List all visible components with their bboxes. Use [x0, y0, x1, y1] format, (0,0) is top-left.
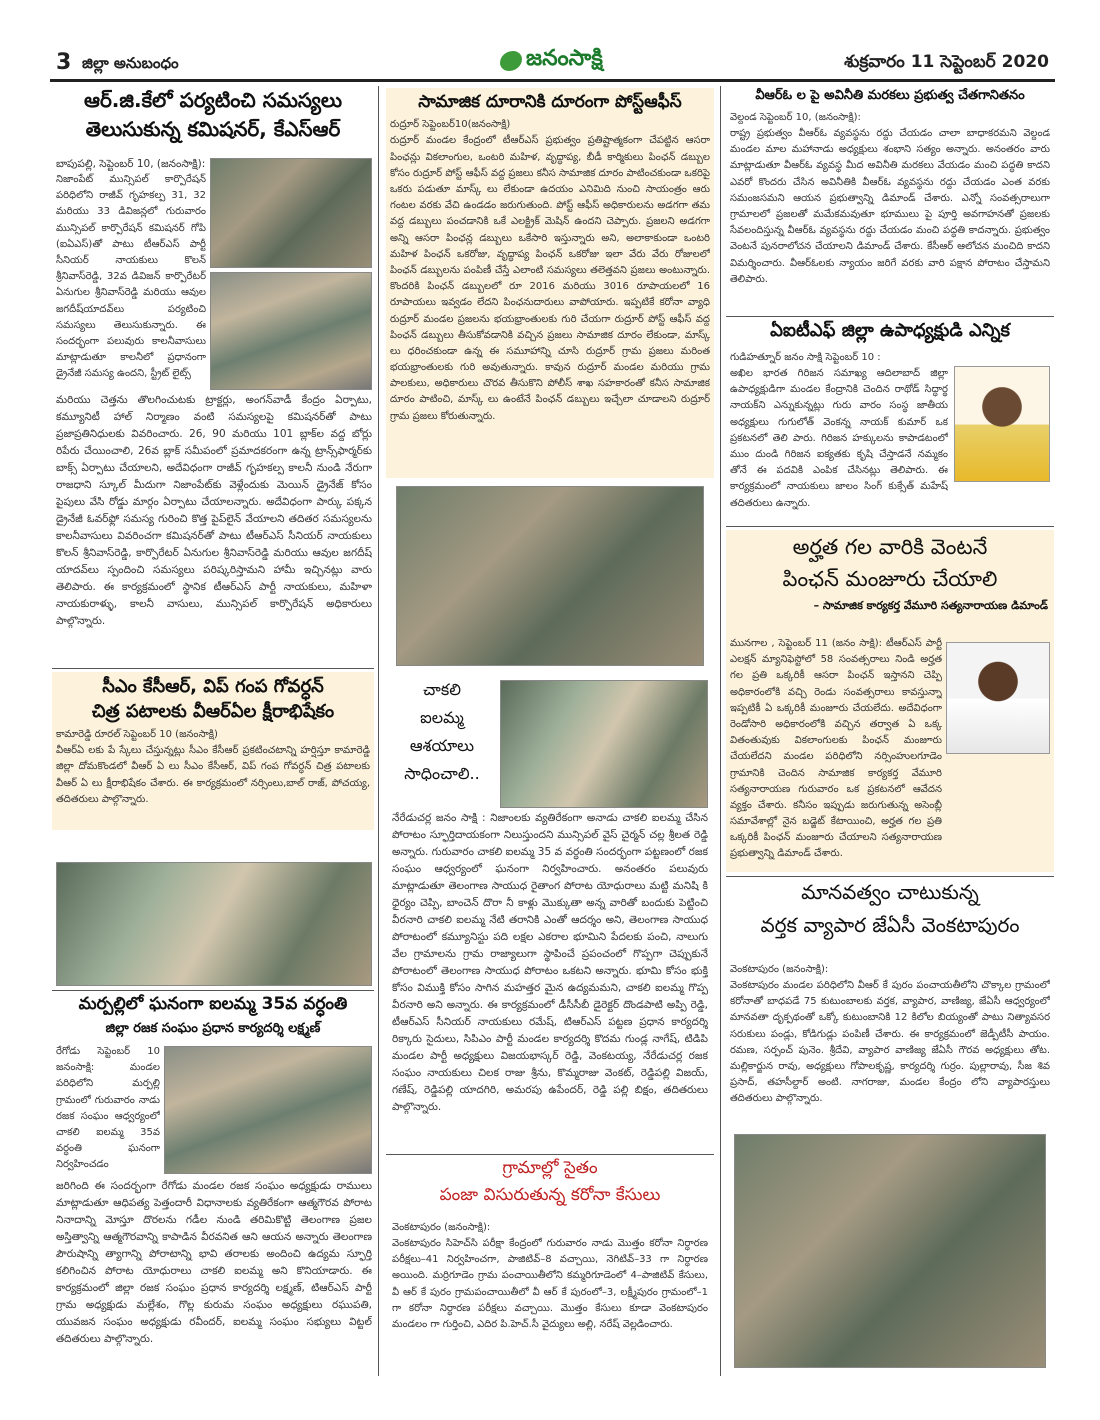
article-vra-abhishekam — [52, 672, 374, 830]
headline-line: ఐలమ్మ — [420, 708, 464, 727]
article-dateline: బాపుపల్లి, సెప్టెంబర్ 10, (జనంసాక్షి): — [56, 158, 206, 170]
issue-date: శుక్రవారం 11 సెప్టెంబర్ 2020 — [844, 52, 1049, 72]
photo-portrait-satyanarayana — [946, 642, 1050, 754]
article-dateline: గుడిహత్నూర్ జనం సాక్షి సెప్టెంబర్ 10 : — [730, 352, 881, 363]
article-dateline: వెల్దండ సెప్టెంబర్ 10, (జనంసాక్షి): — [730, 112, 861, 123]
photo-post-office-queue — [396, 486, 704, 666]
headline-line-1: ఆర్.జి.కేలో పర్యటించి సమస్యలు — [83, 88, 342, 112]
headline-line-2: పంజా విసురుతున్న కరోనా కేసులు — [439, 1185, 661, 1206]
headline-line: చాకలి — [423, 680, 461, 699]
headline-line: ఆశయాలు — [409, 736, 475, 755]
article-body-wide: మరియు చెత్తను తొలగించుటకు ట్రాక్టర్లు, అంగన్‌వాడీ కేంద్రం ఏర్పాటు, కమ్యూనిటీ హాల్ నిర్మాణం వంటి సమస్యలపై కమిషనర్‌తో పాటు ప్రజాప్రతినిధులకు వివరించారు. 26, 90 మరియు 101 బ్లాక్‌ల వద్ద బోర్లు రిపేరు చేయించాలి, 26వ బ్లాక్ సమీపంలో ప్రమాదకరంగా ఉన్న ట్రాన్స్‌ఫార్మర్‌కు బాక్స్ ఏర్పాటు చేయాలని, అదేవిధంగా రాజీవ్ గృహకల్ప కాలనీ నుండి నేరుగా రాజధాని స్కూల్ మీదుగా నిజాంపేట్‌కు వెళ్లేందుకు మెయిన్ డ్రైనేజ్ కోసం పైపులు వేసి రోడ్డు మార్గం ఏర్పాటు చేయాలన్నారు. అదేవిధంగా పార్కు పక్కన డ్రైనేజీ ఓవర్‌ఫ్లో సమస్య గురించి కొత్త పైప్‌లైన్ వేయాలని తదితర సమస్యలను కాలనీవాసులు వివరించగా కమిషనర్‌తో పాటు టీఆర్ఎస్ సీనియర్ నాయకులు కొలన్ శ్రీనివాస్‌రెడ్డి, కార్పొరేటర్ ఏనుగుల శ్రీనివాస్‌రెడ్డి మరియు ఆవుల జగదీష్ యాదవ్‌లు స్పందించి సమస్యలు పరిష్కరిస్తామని హామీ ఇచ్చినట్లు వారు తెలిపారు. ఈ కార్యక్రమంలో స్థానిక టీఆర్ఎస్ పార్టీ నాయకులు, మహిళా నాయకురాళ్ళు, కాలనీ వాసులు, మున్సిపల్ కార్పొరేషన్ అధికారులు పాల్గొన్నారు. — [56, 394, 372, 627]
section-name: జిల్లా అనుబంధం — [82, 54, 179, 72]
photo-portrait-siddharth — [954, 366, 1050, 482]
headline-line-1: మర్పల్లిలో ఘనంగా ఐలమ్మ 35వ వర్ధంతి — [78, 994, 348, 1014]
headline-line-2: వర్తక వ్యాపార జేఏసీ వెంకటాపురం — [760, 913, 1020, 937]
article-body-narrow: నిజాంపేట్ మున్సిపల్ కార్పొరేషన్ పరిధిలోని రాజీవ్ గృహకల్ప 31, 32 మరియు 33 డివిజన్లలో గురువారం మున్సిపల్ కార్పొరేషన్ కమిషనర్ గోపి (ఐఏఎస్)తో పాటు టీఆర్ఎస్ పార్టీ సీనియర్ నాయకులు కొలన్ శ్రీనివాస్‌రెడ్డి, 32వ డివిజన్ కార్పొరేటర్ ఏనుగుల శ్రీనివాస్‌రెడ్డి మరియు ఆవుల జగదీష్‌యాదవ్‌లు పర్యటించి సమస్యలు తెలుసుకున్నారు. ఈ సందర్భంగా పలువురు కాలనీవాసులు మాట్లాడుతూ కాలనీలో ప్రధానంగా డ్రైనేజీ సమస్య ఉందని, స్ట్రీట్ లైట్స్ — [56, 174, 206, 380]
headline-line-2: తెలుసుకున్న కమిషనర్, కేఎస్ఆర్ — [85, 117, 341, 141]
article-dateline: వెంకటాపురం (జనంసాక్షి): — [730, 964, 829, 975]
article-corona-villages — [386, 1158, 714, 1207]
photo-rgk-visit-1 — [210, 158, 372, 268]
article-body: వెంకటాపురం సిహెచ్‌సి పరీక్షా కేంద్రంలో గురువారం నాడు మొత్తం కరోనా నిర్ధారణ పరీక్షలు–41 నిర్వహించగా, పాజిటివ్–8 వచ్చాయి, నెగిటివ్–33 గా నిర్ధారణ అయింది. మర్రిగూడెం గ్రామ పంచాయితీలోని కమ్మరిగూడెంలో 4–పాజిటివ్ కేసులు, వీ ఆర్ కే పురం గ్రామపంచాయితీలో వీ ఆర్ కే పురంలో–3, లక్ష్మీపురం గ్రామంలో–1 గా కరోనా నిర్ధారణ పరీక్షలు వచ్చాయి. మొత్తం కేసులు కూడా వెంకటాపురం మండలం గా గుర్తించి, ఎదిర పి.హెచ్.సీ వైద్యులు అల్లి, నరేష్ వెల్లడించారు. — [392, 1238, 708, 1330]
photo-ailamma-nereducherla — [500, 680, 708, 808]
divider — [386, 1154, 714, 1155]
article-body-narrow: రేగోడు సెప్టెంబర్ 10 జనంసాక్షి: మండల పరిధిలోని మర్పల్లి గ్రామంలో గురువారం నాడు రజక సంఘం ఆధ్వర్యంలో చాకలి ఐలమ్మ 35వ వర్ధంతి ఘనంగా నిర్వహించడం — [56, 1046, 160, 1171]
newspaper-logo — [500, 46, 603, 76]
article-humanity-jac — [726, 880, 1054, 938]
logo-text: జనంసాక్షి — [526, 46, 603, 71]
divider — [726, 876, 1054, 877]
subheadline: జిల్లా రజక సంఘం ప్రధాన కార్యదర్శి లక్ష్మణ్ — [105, 1021, 321, 1037]
article-ailamma-headline — [386, 676, 498, 806]
article-body: నేరేడుచర్ల జనం సాక్షి : నిజాంలకు వ్యతిరేకంగా అనాడు చాకలి ఐలమ్మ చేసిన పోరాటం స్ఫూర్తిదాయకంగా నిలుస్తుందని మున్సిపల్ వైస్ చైర్మన్ చల్ల శ్రీలత రెడ్డి అన్నారు. గురువారం చాకలి ఐలమ్మ 35 వ వర్ధంతి సందర్భంగా పట్టణంలో రజక సంఘం ఆధ్వర్యంలో ఘనంగా నిర్వహించారు. అనంతరం పలువురు మాట్లాడుతూ తెలంగాణ సాయుధ రైతాంగ పోరాట యోధురాలు మట్టి మనిషి కి ధైర్యం చెప్పి, బాంచెన్ దొరా నీ కాళ్లు మొక్కుతా అన్న వారితో బందుకు పెట్టించి వీరనారి చాకలి ఐలమ్మ నేటి తరానికి ఎంతో ఆదర్శం అని, తెలంగాణ సాయుధ పోరాటంలో కమ్యూనిస్టు పది లక్షల ఎకరాల భూమిని పేదలకు పంచి, నాలుగు వేల గ్రామాలను గ్రామ రాజ్యాలుగా స్థాపించే ప్రపంచంలో గొప్పగా చెప్పుకునే పోరాటంలో తెలంగాణ సాయుధ పోరాటం ఒకటని అన్నారు. భూమి కోసం భుక్తి కోసం విముక్తి కోసం సాగిన మహత్తర మైన ఉద్యమమని, చాకలి ఐలమ్మ గొప్ప వీరనారి అని అన్నారు. ఈ కార్యక్రమంలో డీసీసీబీ డైరెక్టర్ దొండపాటి అప్పి రెడ్డి, టీఆర్ఎస్ సీనియర్ నాయకులు రమేష్, టిఆర్ఎస్ పట్టణ ప్రధాన కార్యదర్శి రిక్కారు సైదులు, సిపిఎం పార్టీ మండల కార్యదర్శి కొదమ గుండ్ల నాగేష్, టిడిపి మండల పార్టీ అధ్యక్షులు విజయభాస్కర్ రెడ్డి, వెంకటయ్య, నేరేడుచర్ల రజక సంఘం నాయకులు చిలక రాజు శ్రీను, కొమ్మరాజు వెంకట్, రెడ్డిపల్లి విజయ్, గణేష్, రెడ్డిపల్లి యాదగిరి, అమరపు ఉపేందర్, రెడ్డి పల్లి బిక్షం, తదితరులు పాల్గొన్నారు. — [392, 812, 708, 1113]
article-post-office — [386, 88, 714, 478]
headline: ఏఐటీఎఫ్ జిల్లా ఉపాధ్యక్షుడి ఎన్నిక — [770, 320, 1010, 341]
photo-rice-distribution — [734, 1134, 1046, 1368]
subheadline: – సామాజిక కార్యకర్త వేమూరి సత్యనారాయణ డిమాండ్ — [813, 598, 1048, 612]
column-divider-right — [720, 86, 721, 1376]
divider — [726, 316, 1054, 317]
headline-line-1: అర్హత గల వారికి వెంటనే — [792, 535, 988, 559]
headline-line-1: మానవత్వం చాటుకున్న — [801, 880, 979, 904]
article-rgk-visit — [52, 88, 374, 142]
article-ailamma-marpalli — [52, 994, 374, 1038]
article-dateline: వెంకటాపురం (జనంసాక్షి): — [392, 1222, 491, 1233]
article-body: వీఆర్ఏ లకు పే స్కేలు చేస్తున్నట్లు సీఎం కేసీఆర్ ప్రకటించటాన్ని హర్షిస్తూ కామారెడ్డి జిల్లా దోమకొండలో వీఆర్ ఏ లు సీఎం కేసీఆర్, విప్ గంప గోవర్ధన్ చిత్ర పటాలకు వీఆర్ ఏ లు క్షీరాభిషేకం చేశారు. ఈ కార్యక్రమంలో నర్సింలు,బాల్ రాజ్, పోచయ్య, తదితరులు పాల్గొన్నారు. — [56, 745, 370, 805]
article-dateline: కామారెడ్డి రూరల్ సెప్టెంబర్ 10 (జనంసాక్షి) — [56, 729, 218, 740]
headline-line-1: సీఎం కేసీఆర్, విప్ గంప గోవర్ధన్ — [102, 676, 324, 697]
article-body: అఖిల భారత గిరిజన సమాఖ్య ఆదిలాబాద్ జిల్లా ఉపాధ్యక్షుడిగా మండల కేంద్రానికి చెందిన రాథోడ్ సిద్ధార్థ నాయక్‌ని ఎన్నుకున్నట్లు గురు వారం సంస్థ జాతీయ అధ్యక్షులు గుగులోత్ వెంకన్న నాయక్ కుమార్ ఒక ప్రకటనలో తెలి పారు. గిరిజన హక్కులను కాపాడటంలో ముం దుండి గిరిజన ఐక్యతకు కృషి చేస్తాడనే నమ్మకం తోనే ఈ పదవికి ఎంపిక చేసినట్లు తెలిపారు. ఈ కార్యక్రమంలో నాయకులు జాలం సింగ్ కుక్సేత్ మహేష్ తదితరులు ఉన్నారు. — [730, 368, 948, 509]
article-body: వెంకటాపురం మండల పరిధిలోని వీఆర్ కే పురం పంచాయతీలోని చొక్కాల గ్రామంలో కరోనాతో బాధపడే 75 కుటుంబాలకు వర్తక, వ్యాపార, వాణిజ్య, జేఏసీ ఆధ్వర్యంలో మానవతా దృక్పథంతో ఒక్కో కుటుంబానికి 12 కిలోల బియ్యంతో పాటు నిత్యావసర సరుకులు పండ్లు, కోడిగుడ్లు పంపిణీ చేశారు. ఈ కార్యక్రమంలో జెడ్పీటీసీ పాయం. రమణ, సర్పంచ్ పునెం. శ్రీదేవి, వ్యాపార వాణిజ్య జేఏసీ గౌరవ అధ్యక్షులు తోట. మల్లికార్జున రావు, అధ్యక్షులు గోపాలకృష్ణ, కార్యదర్శి గుర్రం. పుల్లారావు, సీజ శివ ప్రసాద్, తహసీల్దార్ అంటి. నాగరాజు, మండల కేంద్రం లోని వ్యాపారస్తులు తదితరులు పాల్గొన్నారు. — [730, 980, 1050, 1105]
article-body: రుద్రూర్ మండల కేంద్రంలో టీఆర్ఎస్ ప్రభుత్వం ప్రతిష్టాత్మకంగా చేపట్టిన ఆసరా పింఛన్లు వికలాంగుల, ఒంటరి మహిళ, వృద్ధాప్య, బీడీ కార్మికులు పింఛన్ డబ్బుల కోసం రుద్రూర్ పోస్ట్ ఆఫీస్ వద్ద ప్రజలు కనీస సామాజిక దూరం పాటించకుండా ఒకరిపై ఒకరు పడుతూ మాస్క్ లు లేకుండా ఉదయం ఎనిమిది నుంచి సాయంత్రం ఆరు గంటల వరకు వేచి ఉండడం జరుగుతుంది. పోస్ట్ ఆఫీస్ అధికారులను అడగగా తమ వద్ద డబ్బులు పంచడానికి ఒకే ఎలక్ట్రిక్ మెషిన్ ఉందని చెప్పారు. ప్రజలని అడగగా అన్ని ఆసరా పింఛన్ల డబ్బులు ఒకేసారి ఇస్తున్నారు అని, అలాకాకుండా ఒంటరి మహిళ పింఛన్ ఒకరోజు, వృద్ధాప్య పింఛన్ ఒకరోజు ఇలా వేరు వేరు రోజులలో పింఛన్ డబ్బులను పంపిణీ చేస్తే ఎలాంటి సమస్యలు తలెత్తవని ప్రజలు అంటున్నారు. కొందరికి పింఛన్ డబ్బులలో రూ 2016 మరియు 3016 రూపాయలలో 16 రూపాయలు ఇవ్వడం లేదని పింఛనుదారులు వాపోయారు. ఇప్పటికే కరోనా వ్యాధి రుద్రూర్ మండల ప్రజలను భయభ్రాంతులకు గురి చేయగా రుద్రూర్ పోస్ట్ ఆఫీస్ వద్ద పింఛన్ డబ్బులు తీసుకోవడానికి వచ్చిన ప్రజలు సామాజిక దూరం లేకుండా, మాస్క్ లు ధరించకుండా ఉన్న ఈ సమూహాన్ని చూసి రుద్రూర్ గ్రామ ప్రజలు మరింత భయభ్రాంతులకు గురి అవుతున్నారు. కావున రుద్రూర్ మండల మరియు గ్రామ పాలకులు, అధికారులు చొరవ తీసుకొని పోలీస్ శాఖ సహకారంతో కనీస సామాజిక దూరం పాటించి, మాస్క్ లు ఉంటేనే పింఛన్ డబ్బులు ఇచ్చేలా చూడాలని రుద్రూర్ గ్రామ ప్రజలు కోరుతున్నారు. — [390, 135, 710, 422]
article-vro — [726, 88, 1054, 104]
leaf-logo-icon — [500, 51, 522, 71]
photo-rgk-visit-2 — [210, 272, 372, 390]
article-body: రాష్ట్ర ప్రభుత్వం వీఆర్ఓ వ్యవస్థను రద్దు చేయడం చాలా బాధాకరమని వెల్దండ మండల మాల మహానాడు అధ్యక్షులు శంభాని సత్యం అన్నారు. అనంతరం వారు మాట్లాడుతూ వీఆర్ఓ వ్యవస్థ మీద అవినీతి మరకలు వేయడం మంచి పద్ధతి కాదని ఎవరో కొందరు చేసిన అవినీతికి వీఆర్ఓ వ్యవస్థను రద్దు చేయడం ఎంత వరకు సమంజసమని ఆయన ప్రభుత్వాన్ని డిమాండ్ చేశారు. ఎన్నో సంవత్సరాలుగా గ్రామాలలో ప్రజలతో మమేకమవుతూ భూములు పై పూర్తి అవగాహనతో ప్రజలకు సేవలందిస్తున్న వీఆర్ఓ వ్యవస్థను రద్దు చేయడం మంచి పద్ధతి కాదన్నారు. ప్రభుత్వం వెంటనే పునరాలోచన చేయాలని డిమాండ్ చేశారు. కేసీఆర్ ఆలోచన మంచిది కాదని విమర్శించారు. వీఆర్ఓలకు న్యాయం జరిగే వరకు వారి పక్షాన పోరాటం చేస్తామని తెలిపారు. — [730, 128, 1050, 285]
headline-line-1: గ్రామాల్లో సైతం — [502, 1158, 598, 1178]
headline-line-2: చిత్ర పటాలకు వీఆర్ఏల క్షీరాభిషేకం — [91, 700, 335, 722]
photo-ailamma-marpalli — [164, 1046, 372, 1174]
article-aitf — [726, 320, 1054, 343]
masthead — [50, 48, 1055, 82]
photo-vra-group — [56, 862, 372, 986]
article-body: మునగాల , సెప్టెంబర్ 11 (జనం సాక్షి): టీఆర్ఎస్ పార్టీ ఎలక్షన్ మ్యానిఫెస్టోలో 58 సంవత్సరాలు నిండి అర్హత గల ప్రతి ఒక్కరికీ ఆసరా పింఛన్ ఇస్తానని చెప్పి అధికారంలోకి వచ్చి రెండు సంవత్సరాలు కావస్తున్నా ఇప్పటికీ ఏ ఒక్కరికీ మంజూరు చేయలేదు. అదేవిధంగా రెండోసారి అధికారంలోకి వచ్చిన తర్వాత ఏ ఒక్క వితంతువుకు వికలాంగులకు పింఛన్ మంజూరు చేయలేదని మండల పరిధిలోని నర్సింహులగూడెం గ్రామానికి చెందిన సామాజిక కార్యకర్త వేమూరి సత్యనారాయణ గురువారం ఒక ప్రకటనలో ఆవేదన వ్యక్తం చేశారు. కనీసం ఇప్పుడు జరుగుతున్న అసెంబ్లీ సమావేశాల్లో నైన బడ్జెట్ కేటాయించి, అర్హత గల ప్రతి ఒక్కరికీ పింఛన్ మంజూరు చేయాలని సత్యనారాయణ ప్రభుత్వాన్ని డిమాండ్ చేశారు. — [730, 638, 942, 860]
headline-line: సాధించాలి.. — [404, 764, 480, 783]
divider — [52, 668, 374, 669]
divider — [52, 990, 374, 991]
page-number: 3 — [56, 50, 72, 75]
article-body-wide: జరిగింది ఈ సందర్భంగా రేగోడు మండల రజక సంఘం అధ్యక్షుడు రాములు మాట్లాడుతూ ఆధిపత్య పెత్తందారీ విధానాలకు వ్యతిరేకంగా ఆత్మగౌరవ పోరాట నినాదాన్ని మోస్తూ దొరలను గడీల నుండి తరిమికొట్టి తెలంగాణ ప్రజల అస్తిత్వాన్ని ఆత్మగౌరవాన్ని కాపాడిన వీరవనిత ఆని ఆయన అన్నారు తెలంగాణ పౌరుషాన్ని త్యాగాన్ని పోరాటాన్ని భావి తరాలకు అందించి ఉద్యమ స్ఫూర్తి కలిగించిన పోరాట యోధురాలు చాకలి ఐలమ్మ అని కొనియాడారు. ఈ కార్యక్రమంలో జిల్లా రజక సంఘం ప్రధాన కార్యదర్శి లక్ష్మణ్, టిఆర్ఎస్ పార్టీ గ్రామ అధ్యక్షుడు మల్లేశం, గొల్ల కురుమ సంఘం అధ్యక్షులు రఘుపతి, యువజన సంఘం అధ్యక్షుడు రవీందర్, ఐలమ్మ సంఘం సభ్యులు విట్టల్ తదితరులు పాల్గొన్నారు. — [56, 1180, 372, 1345]
headline: వీఆర్ఓ ల పై అవినీతి మరకలు ప్రభుత్వ చేతగానితనం — [755, 88, 1025, 103]
divider — [726, 526, 1054, 527]
headline-line-2: పింఛన్ మంజూరు చేయాలి — [782, 567, 998, 592]
headline: సామాజిక దూరానికి దూరంగా పోస్ట్ఆఫీస్ — [418, 92, 682, 112]
article-dateline: రుద్రూర్ సెప్టెంబర్10(జనంసాక్షి) — [390, 119, 511, 131]
column-divider-left — [378, 86, 379, 1376]
